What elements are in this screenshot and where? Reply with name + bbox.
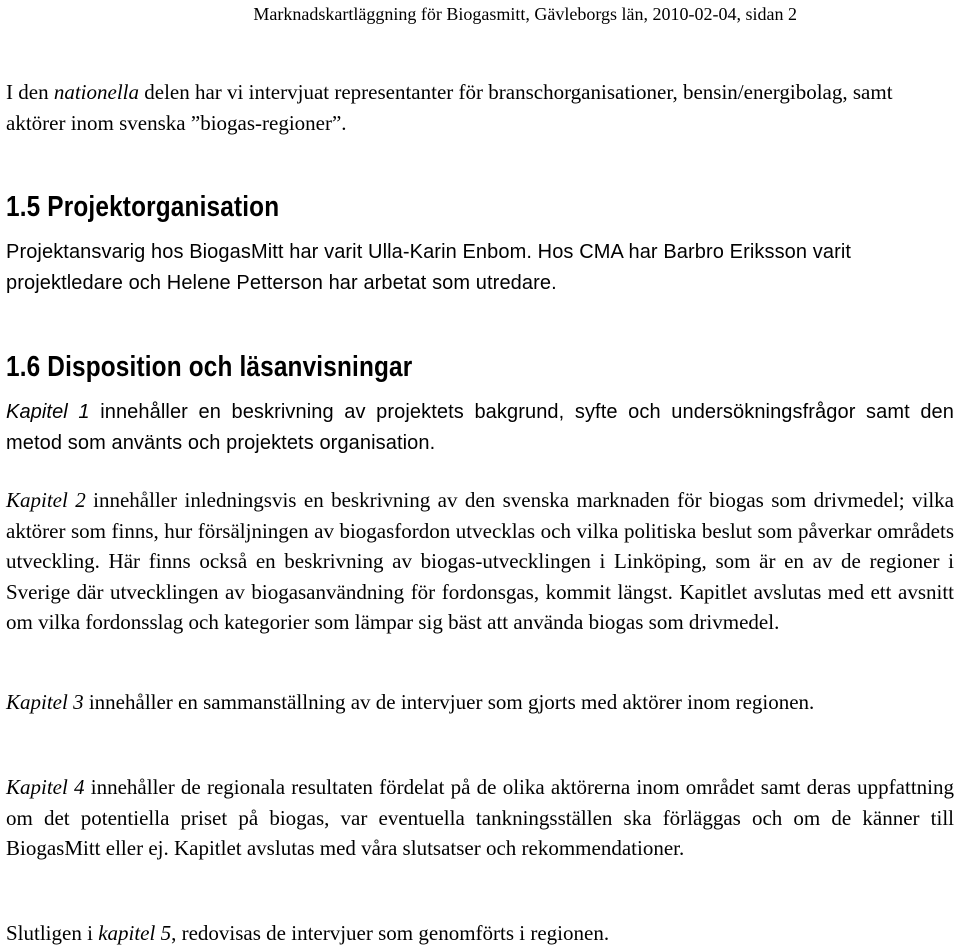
chapter-2-paragraph	[6, 485, 954, 638]
chapter-1-ref: Kapitel 1	[6, 401, 90, 423]
chapter-1-paragraph	[6, 397, 954, 458]
running-header: Marknadskartläggning för Biogasmitt, Gävleborgs län, 2010-02-04, sidan 2	[253, 4, 797, 24]
intro-paragraph	[6, 77, 954, 138]
chapter-3-ref: Kapitel 3	[6, 690, 84, 714]
chapter-2-text: innehåller inledningsvis en beskrivning av den svenska marknaden för biogas som drivmedel; vilka aktörer som finns, hur försäljningen av biogasfordon utvecklas och vilka politiska beslut som påverkar områdets utveckling. Här finns också en beskrivning av biogas-utvecklingen i Linköping, som är en av de regioner i Sverige där utvecklingen av biogasanvändning för fordonsgas, kommit längst. Kapitlet avslutas med ett avsnitt om vilka fordonsslag och kategorier som lämpar sig bäst att använda biogas som drivmedel.	[6, 488, 954, 634]
chapter-4-text: innehåller de regionala resultaten fördelat på de olika aktörerna inom området samt deras uppfattning om det potentiella priset på biogas, var eventuella tankningsställen ska förläggas och om de känner till BiogasMitt eller ej. Kapitlet avslutas med våra slutsatser och rekommendationer.	[6, 775, 954, 860]
chapter-3-paragraph	[6, 687, 954, 718]
section-heading-1-6: 1.6 Disposition och läsanvisningar	[6, 351, 413, 383]
chapter-4-ref: Kapitel 4	[6, 775, 85, 799]
chapter-2-ref: Kapitel 2	[6, 488, 86, 512]
chapter-5-ref: kapitel 5	[98, 921, 172, 945]
section-1-5-paragraph: Projektansvarig hos BiogasMitt har varit Ulla-Karin Enbom. Hos CMA har Barbro Eriksson varit projektledare och Helene Petterson har arbetat som utredare.	[6, 241, 852, 294]
intro-text-after: delen har vi intervjuat representanter för branschorganisationer, bensin/energibolag, samt aktörer inom svenska ”biogas-regioner”.	[6, 80, 893, 135]
intro-emphasis: nationella	[53, 80, 139, 104]
section-heading-1-5: 1.5 Projektorganisation	[6, 191, 280, 223]
chapter-3-text: innehåller en sammanställning av de intervjuer som gjorts med aktörer inom regionen.	[83, 690, 815, 714]
chapter-5-text-after: , redovisas de intervjuer som genomförts i regionen.	[171, 921, 610, 945]
chapter-1-text: innehåller en beskrivning av projektets bakgrund, syfte och undersökningsfrågor samt den metod som använts och projektets organisation.	[6, 401, 954, 454]
chapter-5-paragraph	[6, 918, 954, 949]
chapter-4-paragraph	[6, 772, 954, 864]
chapter-5-text-before: Slutligen i	[6, 921, 99, 945]
intro-text-before: I den	[6, 80, 54, 104]
